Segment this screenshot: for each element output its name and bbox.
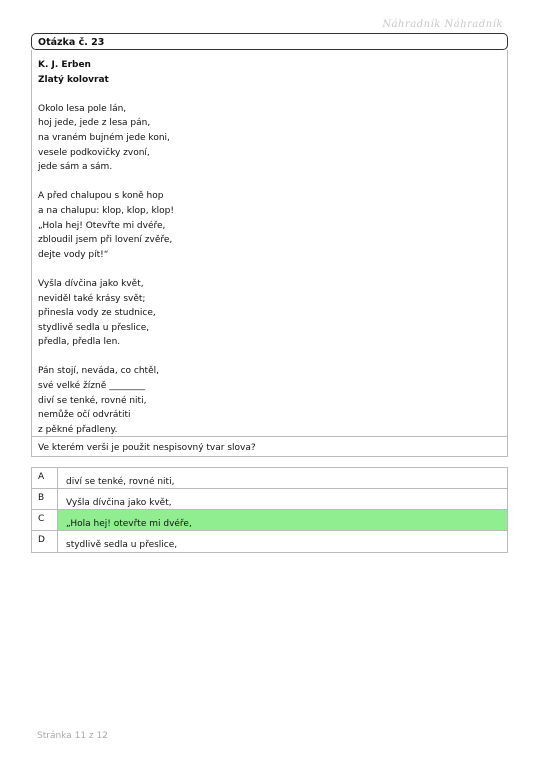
poem-line: přinesla vody ze studnice,: [38, 308, 156, 319]
answer-option-d[interactable]: [32, 531, 507, 552]
poem-line: A před chalupou s koně hop: [38, 191, 164, 202]
answer-letter: B: [32, 489, 58, 509]
poem-line: Pán stojí, neváda, co chtěl,: [38, 366, 159, 377]
answer-text: „Hola hej! otevřte mi dvéře,: [58, 510, 507, 530]
stanza: [38, 102, 501, 175]
question-header: Otázka č. 23: [31, 33, 508, 50]
answer-letter: A: [32, 468, 58, 488]
poem-line: nemůže očí odvrátiti: [38, 410, 131, 421]
poem-line: Vyšla dívčina jako květ,: [38, 278, 144, 289]
poem-line: zbloudil jsem při lovení zvěře,: [38, 235, 173, 246]
poem-line: předla, předla len.: [38, 337, 121, 348]
poem-line: vesele podkovičky zvoní,: [38, 147, 150, 158]
answer-text: diví se tenké, rovné niti,: [66, 477, 175, 487]
stanza: [38, 364, 501, 437]
poem-line: stydlivě sedla u přeslice,: [38, 322, 150, 333]
question-prompt: Ve kterém verši je použit nespisovný tvar slova?: [31, 437, 508, 457]
poem-line: „Hola hej! Otevřte mi dvéře,: [38, 220, 166, 231]
poem-line: Okolo lesa pole lán,: [38, 103, 127, 114]
stanza: [38, 189, 501, 262]
poem-line: z pěkné přadleny.: [38, 424, 118, 435]
poem-title: Zlatý kolovrat: [38, 74, 109, 85]
stanza: [38, 277, 501, 350]
question-body: [31, 50, 508, 437]
watermark: Náhradník Náhradník: [382, 19, 503, 30]
poem-line: neviděl také krásy svět;: [38, 293, 146, 304]
answer-text: Vyšla dívčina jako květ,: [66, 498, 172, 508]
poem-line: hoj jede, jede z lesa pán,: [38, 118, 151, 129]
poem-line: a na chalupu: klop, klop, klop!: [38, 205, 174, 216]
answer-letter: C: [32, 510, 58, 530]
poem-line: na vraném bujném jede koni,: [38, 132, 170, 143]
answer-option-b[interactable]: [32, 489, 507, 510]
answer-option-c[interactable]: [32, 510, 507, 531]
poem-line: své velké žízně ________: [38, 381, 146, 392]
answer-letter: D: [32, 531, 58, 552]
poem-line: dejte vody pít!“: [38, 249, 109, 260]
page-number: Stránka 11 z 12: [37, 731, 108, 741]
poem-line: diví se tenké, rovné niti,: [38, 395, 147, 406]
answer-option-a[interactable]: [32, 468, 507, 489]
poem-line: jede sám a sám.: [38, 162, 113, 173]
answer-list: [31, 467, 508, 553]
poem-author: K. J. Erben: [38, 60, 91, 70]
answer-text: stydlivě sedla u přeslice,: [66, 540, 178, 550]
